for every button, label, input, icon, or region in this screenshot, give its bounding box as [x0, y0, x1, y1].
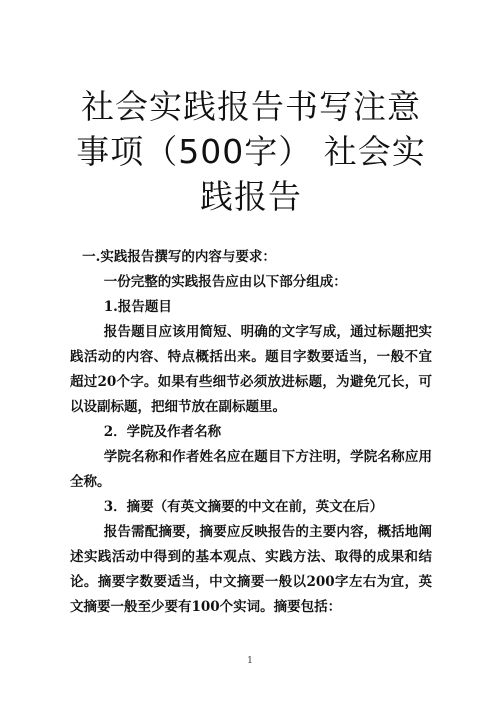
page-number: 1 — [247, 656, 253, 666]
paragraph: 一份完整的实践报告应由以下部分组成： — [103, 274, 347, 290]
page-title: 社会实践报告书写注意事项（500字） 社会实践报告 — [76, 87, 426, 216]
subsection-heading: 3．摘要（有英文摘要的中文在前，英文在后） — [103, 499, 384, 515]
document-body — [70, 245, 432, 620]
section-heading: 一.实践报告撰写的内容与要求： — [82, 249, 276, 265]
paragraph: 学院名称和作者姓名应在题目下方注明，学院名称应用全称。 — [70, 449, 432, 490]
paragraph: 报告题目应该用简短、明确的文字写成，通过标题把实践活动的内容、特点概括出来。题目字数要适当，一般不宜超过20个字。如果有些细节必须放进标题，为避免冗长，可以设副标题，把细节放在副标题里。 — [70, 324, 432, 415]
subsection-heading: 2．学院及作者名称 — [103, 424, 222, 440]
subsection-heading: 1.报告题目 — [103, 299, 172, 315]
paragraph: 报告需配摘要，摘要应反映报告的主要内容，概括地阐述实践活动中得到的基本观点、实践方法、取得的成果和结论。摘要字数要适当，中文摘要一般以200字左右为宜，英文摘要一般至少要有100个实词。摘要包括： — [70, 524, 432, 615]
